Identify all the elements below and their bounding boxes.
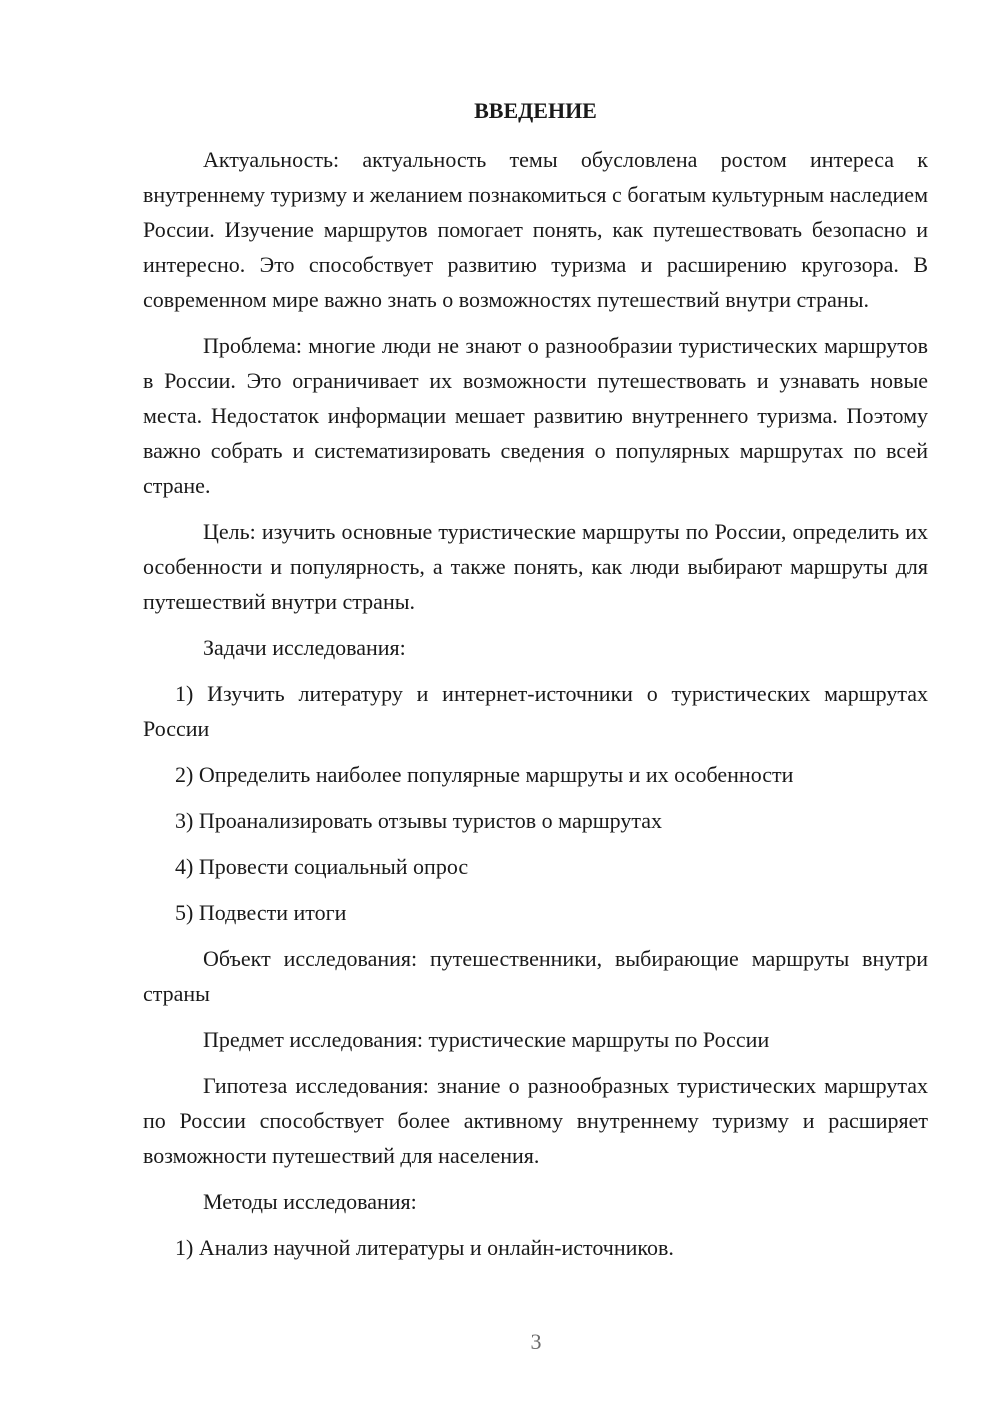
hypothesis-paragraph: Гипотеза исследования: знание о разнообразных туристических маршрутах по России способствует более активному внутреннему туризму и расширяет возможности путешествий для населения. [143,1073,928,1168]
tasks-heading: Задачи исследования: [203,635,406,660]
task-item: 2) Определить наиболее популярные маршруты и их особенности [175,762,794,787]
method-item: 1) Анализ научной литературы и онлайн-источников. [175,1235,674,1260]
task-item: 1) Изучить литературу и интернет-источники о туристических маршрутах России [143,681,928,741]
goal-paragraph: Цель: изучить основные туристические маршруты по России, определить их особенности и популярность, а также понять, как люди выбирают маршруты для путешествий внутри страны. [143,519,928,614]
task-item: 5) Подвести итоги [175,900,347,925]
methods-heading: Методы исследования: [203,1189,417,1214]
relevance-paragraph: Актуальность: актуальность темы обусловлена ростом интереса к внутреннему туризму и желанием познакомиться с богатым культурным наследием России. Изучение маршрутов помогает понять, как путешествовать безопасно и интересно. Это способствует развитию туризма и расширению кругозора. В современном мире важно знать о возможностях путешествий внутри страны. [143,147,928,312]
object-paragraph: Объект исследования: путешественники, выбирающие маршруты внутри страны [143,946,928,1006]
page-number: 3 [530,1329,542,1354]
subject-paragraph: Предмет исследования: туристические маршруты по России [203,1027,770,1052]
problem-paragraph: Проблема: многие люди не знают о разнообразии туристических маршрутов в России. Это ограничивает их возможности путешествовать и узнавать новые места. Недостаток информации мешает развитию внутреннего туризма. Поэтому важно собрать и систематизировать сведения о популярных маршрутах по всей стране. [143,333,928,498]
section-title: ВВЕДЕНИЕ [474,98,597,123]
document-page [143,93,928,1276]
task-item: 4) Провести социальный опрос [175,854,469,879]
task-item: 3) Проанализировать отзывы туристов о маршрутах [175,808,663,833]
